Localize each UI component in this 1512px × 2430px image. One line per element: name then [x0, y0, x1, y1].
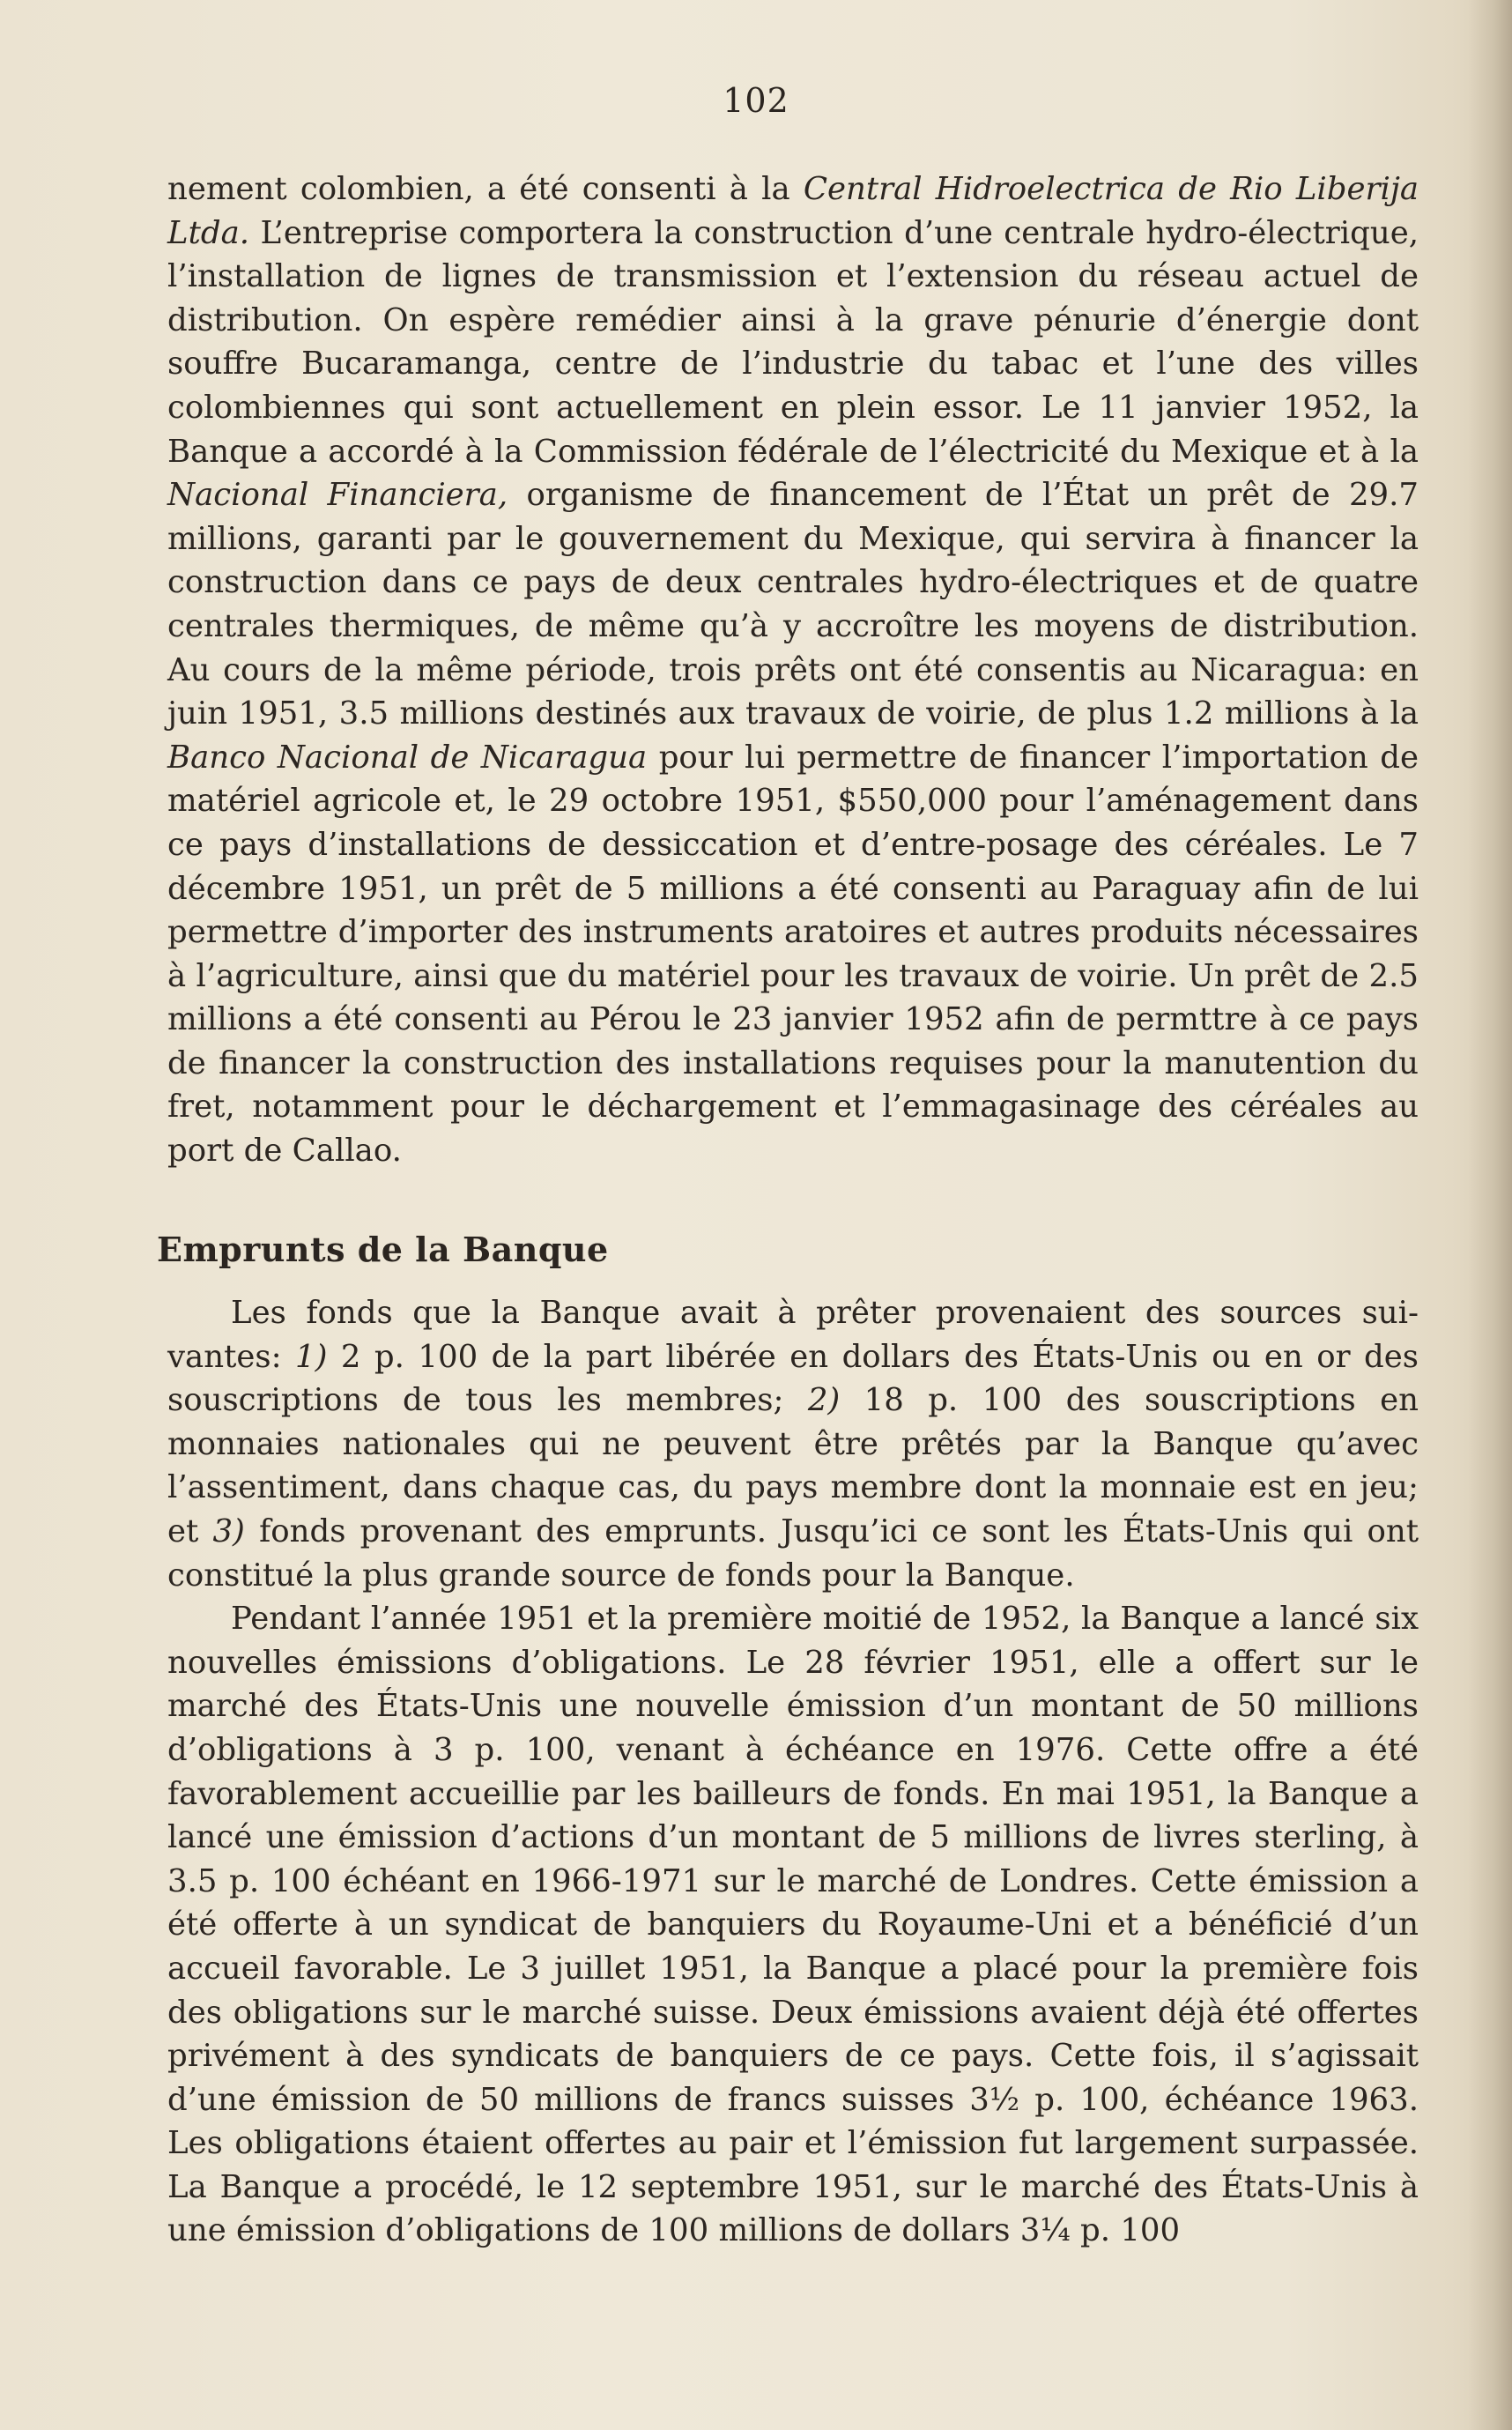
- text-run: L’entreprise comportera la construction d’une centrale hydro-électrique, l’installation de lignes de transmission et l’extension du réseau actuel de distribution. On espère remédier ainsi à la grave pénurie d’énergie dont souffre Bucaramanga, centre de l’industrie du tabac et l’une des villes colombiennes qui sont actuellement en plein essor. Le 11 janvier 1952, la Banque a accordé à la Commission fédérale de l’électricité du Mexique et à la: [167, 214, 1419, 470]
- page-number: 102: [723, 81, 789, 120]
- text-run: pour lui permettre de financer l’importation de matériel agricole et, le 29 octobre 1951, $550,000 pour l’aménagement dans ce pays d’installations de dessiccation et d’entre-posage des céréales. Le 7 décembre 1951, un prêt de 5 millions a été consenti au Paraguay afin de lui permettre d’importer des instruments aratoires et autres produits nécessaires à l’agriculture, ainsi que du matériel pour les travaux de voirie. Un prêt de 2.5 millions a été consenti au Pérou le 23 janvier 1952 afin de permttre à ce pays de financer la construction des installations requises pour la manutention du fret, notamment pour le déchargement et l’emmagasinage des céréales au port de Callao.: [167, 739, 1419, 1170]
- italic-run: Nacional Financiera,: [167, 477, 508, 514]
- body-text-bottom: [167, 1291, 1419, 2253]
- list-number: 2): [807, 1382, 841, 1419]
- list-number: 1): [295, 1338, 328, 1375]
- text-run: 2 p. 100 de la part libérée en dollars des États-Unis ou en or des souscriptions de tous les membres;: [167, 1338, 1419, 1419]
- text-run: organisme de financement de l’État un prêt de 29.7 millions, garanti par le gouvernement du Mexique, qui servira à financer la construction dans ce pays de deux centrales hydro-électriques et de quatre centrales thermiques, de même qu’à y accroître les moyens de distribution. Au cours de la même période, trois prêts ont été consentis au Nicaragua: en juin 1951, 3.5 millions destinés aux travaux de voirie, de plus 1.2 millions à la: [167, 477, 1419, 732]
- body-text-top: [167, 167, 1419, 1173]
- italic-run: Banco Nacional de Nicaragua: [167, 739, 648, 776]
- text-run: Les fonds que la Banque avait à prêter provenaient des sources sui-vantes:: [167, 1295, 1419, 1375]
- page-edge-shadow: [1468, 0, 1512, 2430]
- paragraph-bond-issues: Pendant l’année 1951 et la première moitié de 1952, la Banque a lancé six nouvelles émissions d’obligations. Le 28 février 1951, elle a offert sur le marché des États-Unis une nouvelle émission d’un montant de 50 millions d’obligations à 3 p. 100, venant à échéance en 1976. Cette offre a été favorablement accueillie par les bailleurs de fonds. En mai 1951, la Banque a lancé une émission d’actions d’un montant de 5 millions de livres sterling, à 3.5 p. 100 échéant en 1966-1971 sur le marché de Londres. Cette émission a été offerte à un syndicat de banquiers du Royaume-Uni et a bénéficié d’un accueil favorable. Le 3 juillet 1951, la Banque a placé pour la première fois des obligations sur le marché suisse. Deux émissions avaient déjà été offertes privément à des syndicats de banquiers de ce pays. Cette fois, il s’agissait d’une émission de 50 millions de francs suisses 3½ p. 100, échéance 1963. Les obligations étaient offertes au pair et l’émission fut largement surpassée. La Banque a procédé, le 12 septembre 1951, sur le marché des États-Unis à une émission d’obligations de 100 millions de dollars 3¼ p. 100: [167, 1601, 1419, 2249]
- text-run: nement colombien, a été consenti à la: [167, 171, 804, 207]
- text-run: 18 p. 100 des souscriptions en monnaies nationales qui ne peuvent être prêtés par la Banque qu’avec l’assentiment, dans chaque cas, du pays membre dont la monnaie est en jeu; et: [167, 1382, 1419, 1549]
- paragraph-loans: [167, 167, 1419, 1173]
- list-number: 3): [212, 1512, 245, 1549]
- section-heading: Emprunts de la Banque: [157, 1230, 609, 1269]
- italic-run: Central Hidroelectrica de Rio Liberija Ltda.: [167, 171, 1419, 251]
- paragraph-sources: [167, 1291, 1419, 1597]
- text-run: fonds provenant des emprunts. Jusqu’ici ce sont les États-Unis qui ont constitué la plus grande source de fonds pour la Banque.: [167, 1512, 1419, 1594]
